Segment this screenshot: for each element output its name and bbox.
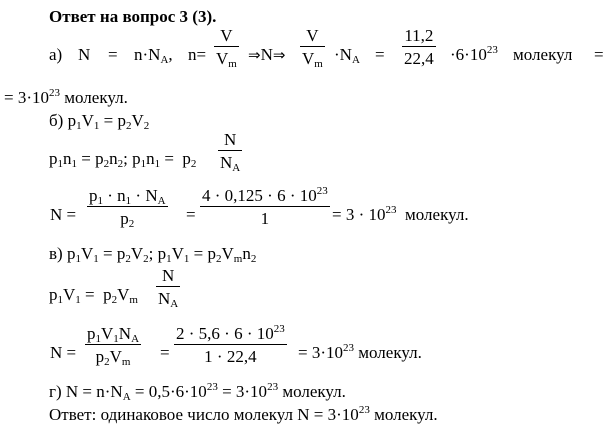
- part-d-line: г) $N = n\cdot N_A = 0,5\cdot 6\cdot 10^{23} = 3\cdot 10^{23}$ молекул.: [49, 381, 346, 403]
- part-a-word: молекул: [513, 45, 573, 64]
- part-a-frac-V-Vm: $\frac{V}{V_m}$: [216, 26, 237, 70]
- part-a-N: N: [78, 45, 91, 64]
- part-b-N-eq: N =: [50, 205, 77, 224]
- part-a-eq-end: =: [594, 45, 604, 64]
- part-b-line1: б) $p_1V_1 = p_2V_2$: [49, 111, 150, 132]
- part-a-dotNa: $\cdot N_A$: [334, 45, 360, 66]
- part-b-line2: $p_1n_1 = p_2n_2$; $p_1n_1 = p_2$: [49, 149, 197, 170]
- part-b-eq: =: [186, 205, 196, 224]
- part-a-n-eq: n=: [188, 45, 207, 64]
- part-a-frac-11-22: $\frac{11,2}{22,4}$: [404, 26, 434, 68]
- part-a-eq: =: [108, 45, 118, 64]
- part-a-eq2: =: [375, 45, 385, 64]
- part-a-line2: = $3\cdot 10^{23}$ молекул.: [4, 87, 128, 107]
- part-c-N-eq: N =: [50, 343, 77, 362]
- final-answer: Ответ: одинаковое число молекул $N = 3\cdot 10^{23}$ молекул.: [49, 404, 438, 424]
- part-c-frac-N-NA: $\frac{N}{N_A}$: [158, 266, 179, 310]
- part-a-arrowN: ⇒N⇒: [248, 45, 286, 64]
- part-a-nNa: $n\cdot N_A$,: [134, 45, 173, 66]
- part-a-frac-V-Vm-2: $\frac{V}{V_m}$: [302, 26, 323, 70]
- part-c-line1: в) $p_1V_1 = p_2V_2$; $p_1V_1 = p_2V_mn_2$: [49, 244, 257, 265]
- part-c-frac-result: $\frac{2 \cdot 5,6 \cdot 6 \cdot 10^{23}}{1 \cdot 22,4}$: [176, 323, 285, 366]
- part-b-frac-N-NA: $\frac{N}{N_A}$: [220, 130, 241, 174]
- part-c-frac-formula: $\frac{p_1V_1N_A}{p_2V_m}$: [87, 324, 140, 368]
- part-a-label: а): [49, 45, 63, 64]
- part-b-frac-result: $\frac{4 \cdot 0,125 \cdot 6 \cdot 10^{23}}{1}$: [202, 185, 328, 228]
- part-c-tail: = $3\cdot 10^{23}$ молекул.: [298, 342, 422, 362]
- part-c-eq: =: [160, 343, 170, 362]
- page-title: Ответ на вопрос 3 (3).: [49, 7, 217, 26]
- part-c-line2: $p_1V_1 = p_2V_m$: [49, 285, 138, 306]
- part-b-frac-formula: $\frac{p_1 \cdot n_1 \cdot N_A}{p_2}$: [89, 186, 166, 230]
- part-b-tail: = $3 \cdot 10^{23}$ молекул.: [332, 204, 469, 224]
- part-a-mult: $\cdot 6\cdot 10^{23}$: [450, 44, 498, 64]
